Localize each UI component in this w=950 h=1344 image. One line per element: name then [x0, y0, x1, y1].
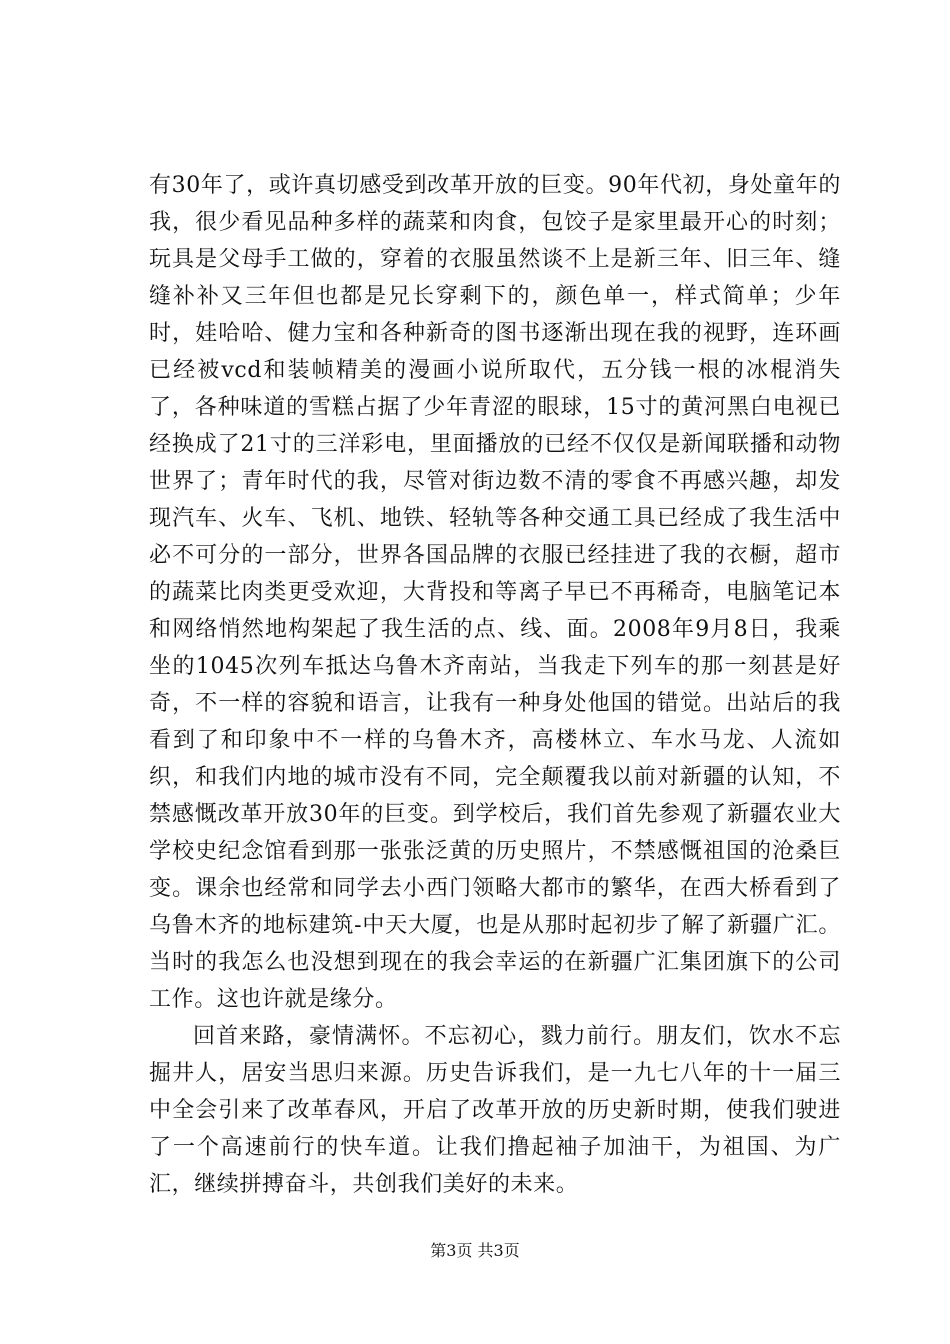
- paragraph-memories: 有30年了，或许真切感受到改革开放的巨变。90年代初，身处童年的我，很少看见品种多样的蔬菜和肉食，包饺子是家里最开心的时刻；玩具是父母手工做的，穿着的衣服虽然谈不上是新三年、旧三年、缝缝补补又三年但也都是兄长穿剩下的，颜色单一，样式简单；少年时，娃哈哈、健力宝和各种新奇的图书逐渐出现在我的视野，连环画已经被vcd和装帧精美的漫画小说所取代，五分钱一根的冰棍消失了，各种味道的雪糕占据了少年青涩的眼球，15寸的黄河黑白电视已经换成了21寸的三洋彩电，里面播放的已经不仅仅是新闻联播和动物世界了；青年时代的我，尽管对街边数不清的零食不再感兴趣，却发现汽车、火车、飞机、地铁、轻轨等各种交通工具已经成了我生活中必不可分的一部分，世界各国品牌的衣服已经挂进了我的衣橱，超市的蔬菜比肉类更受欢迎，大背投和等离子早已不再稀奇，电脑笔记本和网络悄然地构架起了我生活的点、线、面。2008年9月8日，我乘坐的1045次列车抵达乌鲁木齐南站，当我走下列车的那一刻甚是好奇，不一样的容貌和语言，让我有一种身处他国的错觉。出站后的我看到了和印象中不一样的乌鲁木齐，高楼林立、车水马龙、人流如织，和我们内地的城市没有不同，完全颠覆我以前对新疆的认知，不禁感慨改革开放30年的巨变。到学校后，我们首先参观了新疆农业大学校史纪念馆看到那一张张泛黄的历史照片，不禁感慨祖国的沧桑巨变。课余也经常和同学去小西门领略大都市的繁华，在西大桥看到了乌鲁木齐的地标建筑-中天大厦，也是从那时起初步了解了新疆广汇。当时的我怎么也没想到现在的我会幸运的在新疆广汇集团旗下的公司工作。这也许就是缘分。: [149, 173, 841, 1012]
- document-body: [149, 167, 841, 1203]
- paragraph-closing: 回首来路，豪情满怀。不忘初心，戮力前行。朋友们，饮水不忘掘井人，居安当思归来源。历史告诉我们，是一九七八年的十一届三中全会引来了改革春风，开启了改革开放的历史新时期，使我们驶进了一个高速前行的快车道。让我们撸起袖子加油干，为祖国、为广汇，继续拼搏奋斗，共创我们美好的未来。: [149, 1024, 841, 1197]
- page-number-footer: 第3页 共3页: [430, 1241, 520, 1260]
